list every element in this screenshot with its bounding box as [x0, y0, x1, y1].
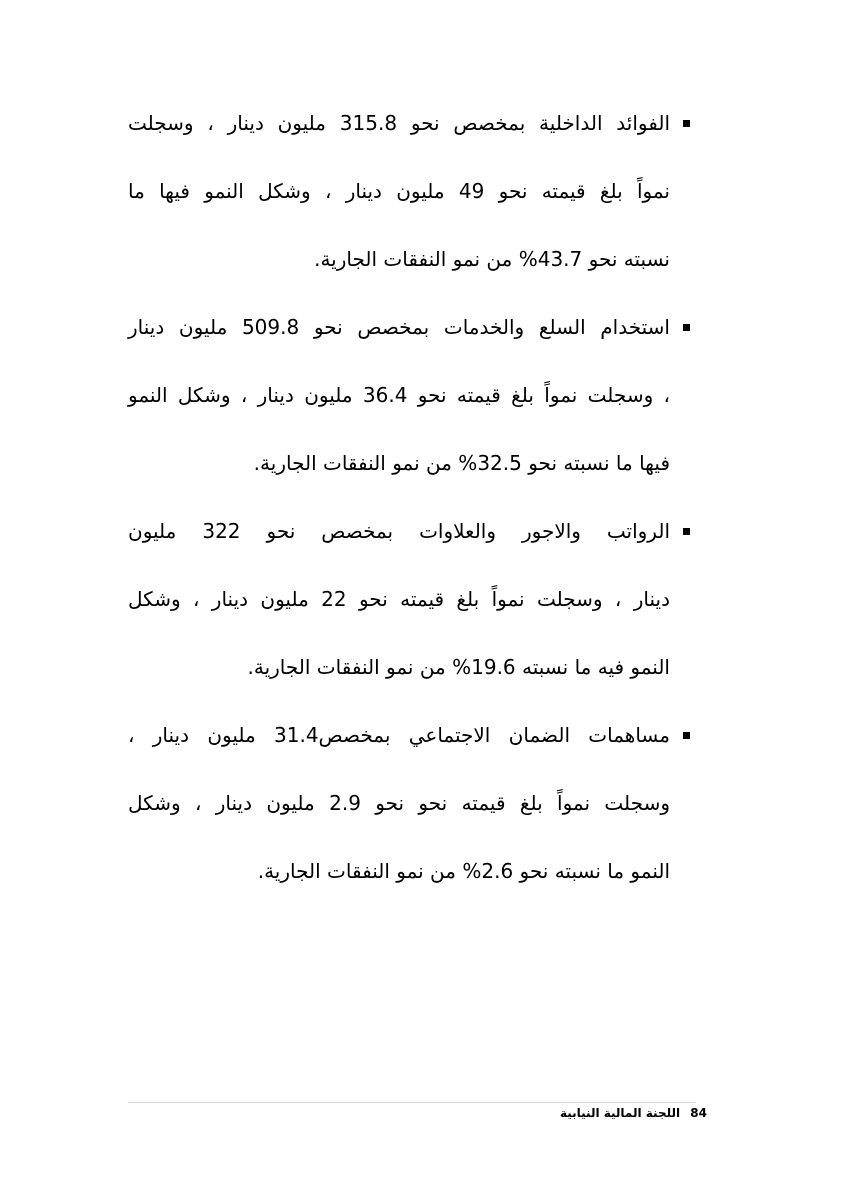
- paragraph-line: النمو ما نسبته نحو 2.6% من نمو النفقات الجارية.: [257, 859, 670, 883]
- paragraph-line: الفوائد الداخلية بمخصص نحو 315.8 مليون دينار ، وسجلت: [128, 111, 670, 135]
- paragraph-line: مساهمات الضمان الاجتماعي بمخصص31.4 مليون دينار ،: [128, 723, 670, 747]
- paragraph-line: فيها ما نسبته نحو 32.5% من نمو النفقات الجارية.: [253, 451, 670, 475]
- square-bullet-icon: [683, 120, 690, 127]
- page-footer: [560, 1106, 707, 1120]
- list-item: [128, 706, 696, 910]
- paragraph-line: النمو فيه ما نسبته 19.6% من نمو النفقات الجارية.: [247, 655, 670, 679]
- square-bullet-icon: [683, 324, 690, 331]
- paragraph-line: نسبته نحو 43.7% من نمو النفقات الجارية.: [314, 247, 670, 271]
- paragraph-line: ، وسجلت نمواً بلغ قيمته نحو 36.4 مليون دينار ، وشكل النمو: [128, 383, 671, 407]
- paragraph-line: استخدام السلع والخدمات بمخصص نحو 509.8 مليون دينار: [128, 315, 670, 339]
- square-bullet-icon: [683, 732, 690, 739]
- paragraph-line: نمواً بلغ قيمته نحو 49 مليون دينار ، وشكل النمو فيها ما: [128, 179, 670, 203]
- footer-divider: [128, 1102, 696, 1103]
- paragraph-line: وسجلت نمواً بلغ قيمته نحو نحو 2.9 مليون دينار ، وشكل: [128, 791, 670, 815]
- square-bullet-icon: [683, 528, 690, 535]
- list-item: [128, 298, 696, 502]
- bullet-list: [128, 94, 696, 910]
- list-item: [128, 94, 696, 298]
- list-item: [128, 502, 696, 706]
- paragraph-line: الرواتب والاجور والعلاوات بمخصص نحو 322 مليون: [128, 519, 670, 543]
- page-number: 84: [690, 1106, 707, 1120]
- footer-committee-name: اللجنة المالية النيابية: [559, 1106, 681, 1120]
- paragraph-line: دينار ، وسجلت نمواً بلغ قيمته نحو 22 مليون دينار ، وشكل: [128, 587, 670, 611]
